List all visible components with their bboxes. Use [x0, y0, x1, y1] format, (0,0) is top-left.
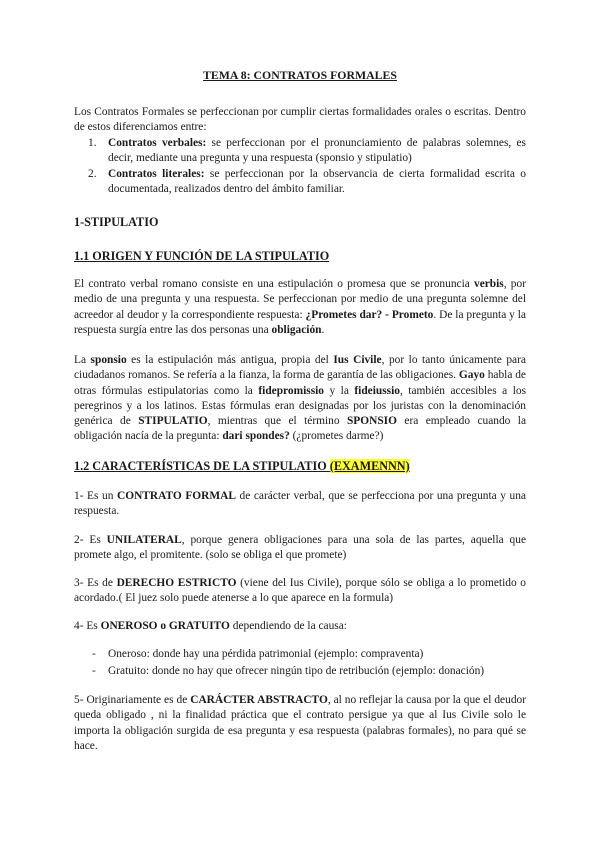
list-item-number: 1. — [88, 137, 97, 149]
bold-run: fidepromissio — [258, 384, 324, 397]
text-run: . De la pregunta y la respuesta surgía entre las dos personas una — [74, 308, 526, 336]
bold-run: CARÁCTER ABSTRACTO — [190, 694, 328, 706]
bold-run: SPONSIO — [346, 415, 397, 428]
sub-item-gratuito: Gratuito: donde no hay que ofrecer ningún tipo de retribución (ejemplo: donación) — [108, 665, 485, 677]
bullet-dash: - — [92, 665, 96, 677]
term-bold: Contratos literales: — [108, 168, 205, 180]
bold-run: ONEROSO o GRATUITO — [100, 620, 230, 632]
subsection-heading-origen: 1.1 ORIGEN Y FUNCIÓN DE LA STIPULATIO — [74, 249, 330, 263]
text-run: dependiendo de la causa: — [229, 620, 347, 632]
characteristic-3 — [74, 576, 526, 607]
text-run: (viene del Ius Civile), porque sólo se obliga a lo prometido o acordado.( El juez solo puede atenerse a lo que aparece en la formula) — [74, 577, 526, 605]
bold-run: verbis — [474, 278, 504, 290]
list-item-literales — [108, 167, 526, 198]
paragraph-sponsio — [74, 353, 526, 445]
bold-run: ¿Prometes dar? - Prometo — [305, 308, 434, 321]
text-run: de carácter verbal, que se perfecciona por una pregunta y una respuesta. — [74, 490, 526, 518]
characteristic-2 — [74, 533, 526, 564]
bold-run: STIPULATIO — [138, 415, 208, 428]
text-run: 5- Originariamente es de — [74, 694, 191, 706]
characteristic-5 — [74, 693, 526, 754]
bold-run: CONTRATO FORMAL — [116, 490, 236, 502]
paragraph-contrato-verbal — [74, 277, 526, 338]
bold-run: Ius Civile — [333, 354, 382, 366]
text-run: 4- Es — [74, 620, 101, 632]
sub-item-oneroso: Oneroso: donde hay una pérdida patrimonial (ejemplo: compraventa) — [108, 648, 424, 660]
characteristic-4 — [74, 619, 526, 634]
text-run: , por lo tanto únicamente para ciudadanos romanos. Se refería a la fianza, la forma de garantía de las obligaciones. — [74, 354, 526, 382]
bold-run: obligación — [271, 323, 322, 336]
text-run: , también accesibles a los peregrinos y a los latinos. Estas fórmulas eran designadas por los juristas con la denominación genérica de — [74, 384, 526, 428]
bold-run: dari spondes? — [222, 430, 290, 443]
text-run: era empleado cuando la obligación nacía de la pregunta: — [74, 415, 527, 443]
bold-run: fideiussio — [354, 384, 400, 397]
bold-run: DERECHO ESTRICTO — [116, 577, 237, 589]
highlighted-text: (EXAMENNN) — [329, 459, 410, 473]
intro-paragraph: Los Contratos Formales se perfeccionan por cumplir ciertas formalidades orales o escritas. Dentro de estos diferenciamos entre: — [74, 106, 526, 134]
text-run: (¿prometes darme?) — [289, 430, 384, 443]
list-item-text: se perfeccionan por el pronunciamiento de palabras solemnes, es decir, mediante una pregunta y una respuesta (sponsio y stipulatio) — [108, 137, 526, 165]
list-item-number: 2. — [88, 168, 97, 180]
text-run: . — [321, 323, 325, 336]
characteristic-1 — [74, 489, 526, 520]
text-run: , porque genera obligaciones para una sola de las partes, aquella que promete algo, el promitente. (solo se obliga el que promete) — [74, 534, 526, 562]
list-item-text: se perfeccionan por la observancia de cierta formalidad escrita o documentada, realizados dentro del ámbito familiar. — [108, 168, 526, 196]
bullet-dash: - — [92, 648, 96, 660]
term-bold: Contratos verbales: — [108, 137, 207, 149]
heading-text: 1.2 CARACTERÍSTICAS DE LA STIPULATIO — [74, 459, 330, 473]
section-heading-stipulatio: 1-STIPULATIO — [74, 215, 159, 229]
list-item-verbales — [108, 136, 526, 167]
text-run: El contrato verbal romano consiste en una estipulación o promesa que se pronuncia — [74, 278, 474, 290]
text-run: La — [74, 354, 91, 366]
text-run: , por medio de una pregunta y una respuesta. Se perfeccionan por medio de una pregunta solemne del acreedor al deudor y la correspondiente respuesta: — [74, 278, 526, 321]
text-run: es la estipulación más antigua, propia del — [126, 354, 334, 366]
text-run: 3- Es de — [74, 577, 117, 589]
text-run: y la — [323, 384, 355, 397]
text-run: 2- Es — [74, 534, 107, 546]
text-run: 1- Es un — [74, 490, 117, 502]
text-run: habla de otras fórmulas estipulatorias como la — [74, 369, 526, 397]
text-run: , al no reflejar la causa por la que el deudor queda obligado , ni la finalidad práctica que el contrato persigue ya que al Ius Civile solo le importa la obligación surgida de esa pregunta y esa respuesta (palabras formales), no para qué se hace. — [74, 694, 526, 752]
bold-run: sponsio — [90, 354, 127, 366]
subsection-heading-caracteristicas — [74, 459, 526, 474]
document-title: TEMA 8: CONTRATOS FORMALES — [203, 68, 397, 82]
bold-run: UNILATERAL — [106, 534, 182, 546]
bold-run: Gayo — [458, 369, 485, 382]
text-run: , mientras que el término — [207, 415, 347, 428]
